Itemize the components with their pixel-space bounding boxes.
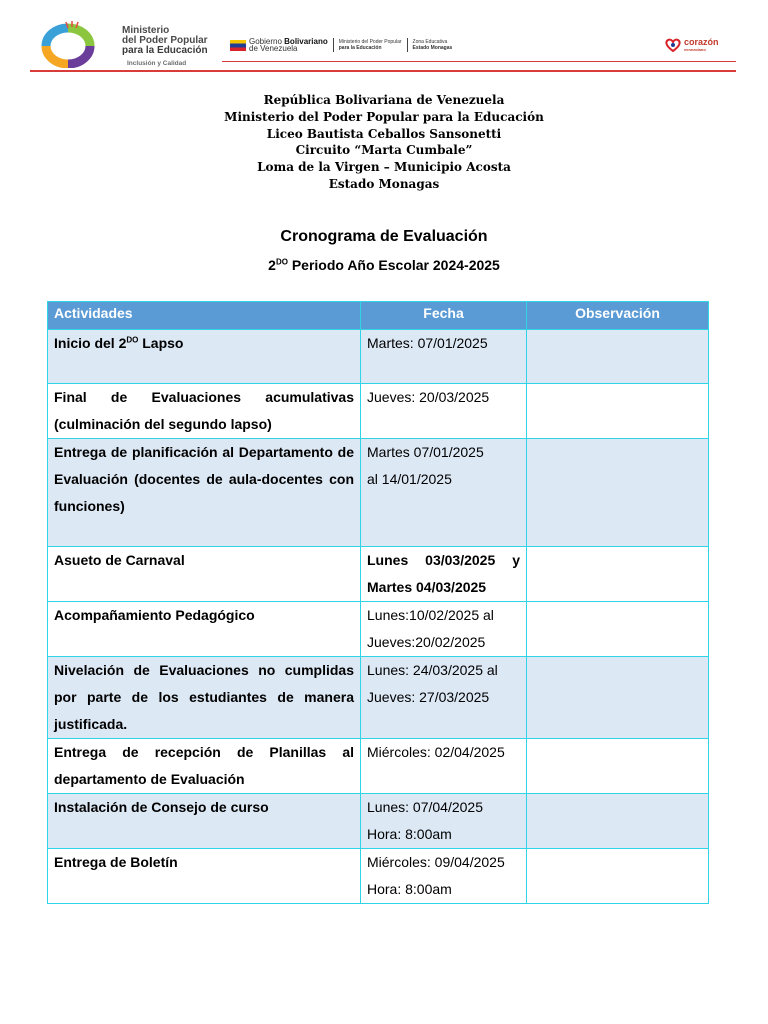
header-banner	[0, 0, 768, 80]
date-text: Martes 07/01/2025	[367, 444, 484, 460]
corazon-venezolano-logo	[664, 38, 719, 52]
activity-cell: Entrega de planificación al Departamento de Evaluación (docentes de aula-docentes con funciones)	[48, 439, 361, 547]
ministry-line-2: del Poder Popular	[122, 35, 208, 46]
activity-text: Inicio del 2	[54, 335, 127, 351]
letterhead-line: Liceo Bautista Ceballos Sansonetti	[266, 126, 502, 141]
ministry-line-1: Ministerio	[122, 25, 170, 36]
date-text: Jueves:20/02/2025	[367, 634, 486, 650]
date-cell	[361, 330, 527, 384]
date-cell	[361, 657, 527, 739]
date-text: Martes: 07/01/2025	[367, 335, 488, 351]
gov-wordmark	[249, 38, 328, 52]
column-header-observation: Observación	[527, 302, 709, 330]
date-text: Jueves: 27/03/2025	[367, 689, 490, 705]
header-rule-thin	[222, 61, 736, 62]
table-row	[48, 739, 709, 794]
activity-cell: Acompañamiento Pedagógico	[48, 602, 361, 657]
ministry-line-3: para la Educación	[122, 45, 208, 56]
observation-cell	[527, 439, 709, 547]
document-title: Cronograma de Evaluación	[280, 228, 488, 245]
table-row	[48, 849, 709, 904]
subtitle-ordinal: DO	[275, 257, 288, 267]
table-header-row	[48, 302, 709, 330]
observation-cell	[527, 849, 709, 904]
activity-cell: Entrega de Boletín	[48, 849, 361, 904]
divider	[333, 38, 334, 52]
column-header-date: Fecha	[361, 302, 527, 330]
table-row	[48, 330, 709, 384]
ministry-wordmark	[122, 26, 208, 67]
date-cell	[361, 849, 527, 904]
date-text: Miércoles: 02/04/2025	[367, 744, 505, 760]
corazon-sublabel: venezolano	[684, 47, 706, 52]
letterhead-line: Circuito “Marta Cumbale”	[295, 143, 473, 158]
venezuela-flag-icon	[230, 40, 246, 51]
gov-word-2: Bolivariano	[284, 37, 328, 46]
column-header-activities: Actividades	[48, 302, 361, 330]
gov-word-1: Gobierno	[249, 37, 282, 46]
government-logo-strip	[230, 38, 452, 52]
date-text: Miércoles: 09/04/2025	[367, 854, 505, 870]
heart-swirl-icon	[664, 38, 682, 52]
header-rule	[30, 70, 736, 72]
date-cell: Lunes 03/03/2025 y Martes 04/03/2025	[361, 547, 527, 602]
observation-cell	[527, 657, 709, 739]
activity-cell: Nivelación de Evaluaciones no cumplidas por parte de los estudiantes de manera justificada.	[48, 657, 361, 739]
letterhead-line: Loma de la Virgen – Municipio Acosta	[257, 160, 511, 175]
zone-small-1: Zona Educativa	[412, 39, 448, 45]
subtitle-rest: Periodo Año Escolar 2024-2025	[287, 257, 500, 273]
observation-cell	[527, 547, 709, 602]
ministry-small-1: Ministerio del Poder Popular	[338, 39, 402, 45]
date-text: Jueves: 20/03/2025	[367, 389, 490, 405]
document-subtitle	[0, 257, 768, 273]
observation-cell	[527, 794, 709, 849]
gov-line-2: de Venezuela	[249, 44, 298, 53]
observation-cell	[527, 384, 709, 439]
activity-cell: Instalación de Consejo de curso	[48, 794, 361, 849]
table-row	[48, 439, 709, 547]
table-row	[48, 547, 709, 602]
activity-cell	[48, 330, 361, 384]
activity-ordinal: DO	[126, 335, 139, 345]
observation-cell	[527, 330, 709, 384]
letterhead-line: República Bolivariana de Venezuela	[263, 93, 505, 107]
table-row	[48, 657, 709, 739]
table-row	[48, 602, 709, 657]
evaluation-schedule-table	[47, 301, 709, 904]
corazon-wordmark	[684, 38, 719, 52]
zone-small-label	[413, 39, 453, 51]
observation-cell	[527, 602, 709, 657]
date-text: Lunes: 24/03/2025 al	[367, 662, 498, 678]
observation-cell	[527, 739, 709, 794]
date-cell	[361, 794, 527, 849]
zone-small-2: Estado Monagas	[412, 45, 453, 51]
table-row	[48, 384, 709, 439]
corazon-label: corazón	[684, 37, 719, 47]
date-text: Hora: 8:00am	[367, 881, 452, 897]
activity-cell: Asueto de Carnaval	[48, 547, 361, 602]
date-cell	[361, 384, 527, 439]
date-text: al 14/01/2025	[367, 471, 452, 487]
letterhead-line: Estado Monagas	[328, 176, 440, 191]
activity-text-suffix: Lapso	[138, 335, 184, 351]
letterhead-line: Ministerio del Poder Popular para la Educación	[224, 109, 544, 124]
ministry-small-2: para la Educación	[338, 45, 382, 51]
table-row	[48, 794, 709, 849]
date-cell	[361, 739, 527, 794]
date-text: Hora: 8:00am	[367, 826, 452, 842]
date-text: Lunes:10/02/2025 al	[367, 607, 494, 623]
date-cell	[361, 439, 527, 547]
divider	[407, 38, 408, 52]
activity-cell: Entrega de recepción de Planillas al departamento de Evaluación	[48, 739, 361, 794]
date-text: Lunes: 07/04/2025	[367, 799, 483, 815]
subtitle-prefix: 2	[268, 257, 276, 273]
institution-letterhead	[0, 92, 768, 193]
ministry-education-logo	[36, 20, 100, 68]
ministry-tagline: Inclusión y Calidad	[127, 60, 187, 67]
date-cell	[361, 602, 527, 657]
activity-cell: Final de Evaluaciones acumulativas (culminación del segundo lapso)	[48, 384, 361, 439]
ministry-small-label	[339, 39, 402, 51]
